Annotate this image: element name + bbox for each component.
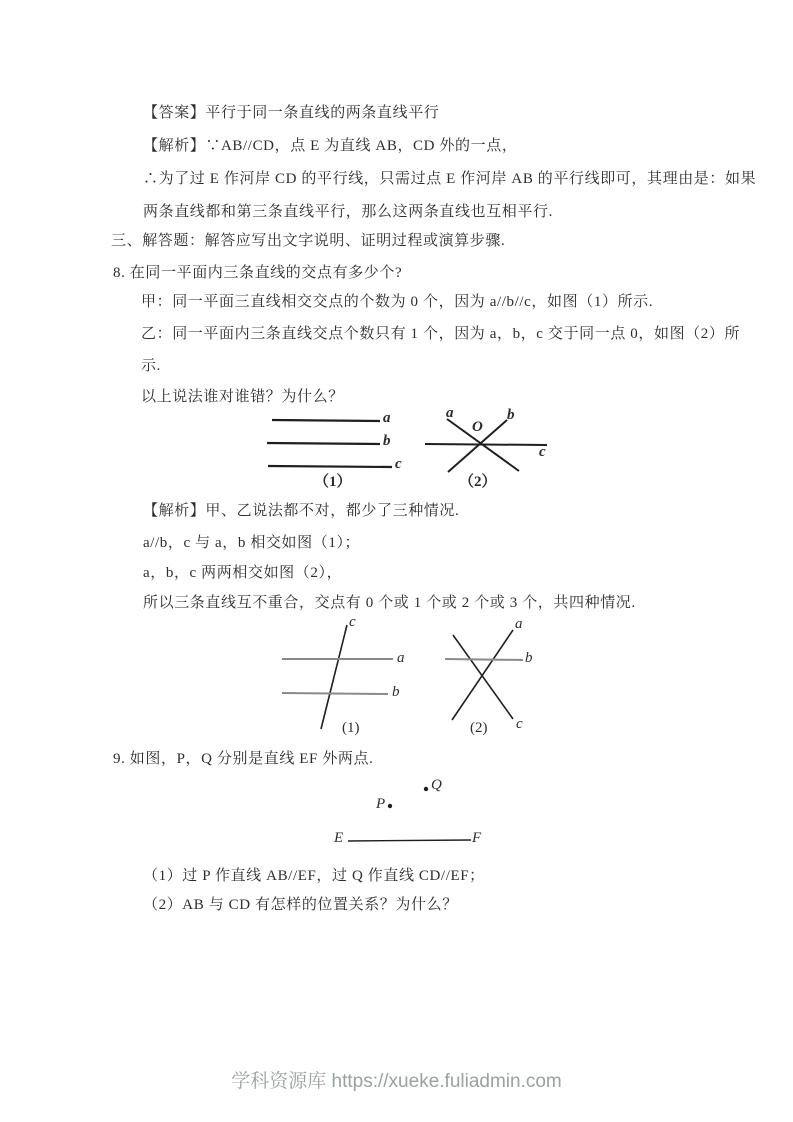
label-a: a [515, 616, 523, 632]
q8-analysis-line1: 【解析】甲、乙说法都不对，都少了三种情况. [143, 503, 460, 519]
point-p-dot [388, 804, 392, 808]
q9-figure-lines [325, 775, 495, 855]
label-b: b [392, 684, 400, 700]
point-q-dot [424, 787, 428, 791]
q7-analysis-line1: 【解析】∵AB//CD，点 E 为直线 AB，CD 外的一点， [143, 138, 518, 154]
parallel-line-c [268, 466, 392, 467]
q9-part2: （2）AB 与 CD 有怎样的位置关系？为什么？ [143, 897, 458, 913]
footer-site-url: 学科资源库 https://xueke.fuliadmin.com [231, 1071, 562, 1092]
q8-analysis-line2: a//b，c 与 a，b 相交如图（1）； [143, 535, 361, 551]
label-b: b [383, 433, 391, 449]
q8-analysis-line4: 所以三条直线互不重合，交点有 0 个或 1 个或 2 个或 3 个，共四种情况. [143, 595, 636, 611]
q8-yi-claim: 乙：同一平面内三条直线交点个数只有 1 个，因为 a，b，c 交于同一点 0，如图（2）所 [141, 326, 741, 342]
label-c: c [539, 444, 546, 460]
label-o: O [472, 419, 483, 435]
q8-figure-solution-lines [270, 615, 540, 740]
label-p: P [376, 796, 386, 812]
caption-1: （1） [314, 474, 352, 490]
q8-stem: 8. 在同一平面内三条直线的交点有多少个? [113, 265, 403, 281]
label-c: c [516, 716, 523, 732]
horizontal-line-c [425, 444, 547, 445]
q8-figure-given [250, 403, 560, 500]
label-e: E [334, 830, 344, 846]
q8-jia-claim: 甲：同一平面三直线相交交点的个数为 0 个，因为 a//b//c，如图（1）所示. [141, 294, 654, 310]
q8-figure-solution [270, 615, 540, 740]
label-a: a [397, 650, 405, 666]
q7-analysis-line2: ∴为了过 E 作河岸 CD 的平行线，只需过点 E 作河岸 AB 的平行线即可，其理由是：如果 [143, 171, 757, 187]
transversal-line-c [321, 625, 347, 729]
label-c: c [349, 614, 356, 630]
label-b: b [525, 650, 533, 666]
q7-analysis-line3: 两条直线都和第三条直线平行，那么这两条直线也互相平行. [143, 204, 553, 220]
q8-question-ask: 以上说法谁对谁错？为什么？ [141, 389, 344, 405]
horizontal-line-b [445, 659, 523, 660]
q9-stem: 9. 如图，P，Q 分别是直线 EF 外两点. [113, 751, 374, 767]
caption-2: （2） [459, 474, 497, 490]
label-q: Q [431, 777, 442, 793]
label-c: c [395, 456, 402, 472]
caption-1: (1) [342, 720, 360, 736]
parallel-line-b [267, 443, 380, 444]
line-ef [348, 840, 471, 841]
label-a: a [383, 410, 391, 426]
q9-part1: （1）过 P 作直线 AB//EF，过 Q 作直线 CD//EF； [143, 868, 485, 884]
parallel-line-b [282, 693, 388, 694]
label-a: a [446, 405, 454, 421]
q7-answer-line: 【答案】平行于同一条直线的两条直线平行 [143, 105, 440, 121]
section-heading: 三、解答题：解答应写出文字说明、证明过程或演算步骤. [111, 233, 506, 249]
caption-2: (2) [470, 720, 488, 736]
parallel-line-a [272, 420, 380, 421]
q9-figure [325, 775, 495, 855]
q8-analysis-line3: a，b，c 两两相交如图（2）， [143, 565, 343, 581]
q8-yi-claim-wrap: 示. [141, 358, 161, 374]
label-b: b [507, 407, 515, 423]
label-f: F [472, 830, 482, 846]
